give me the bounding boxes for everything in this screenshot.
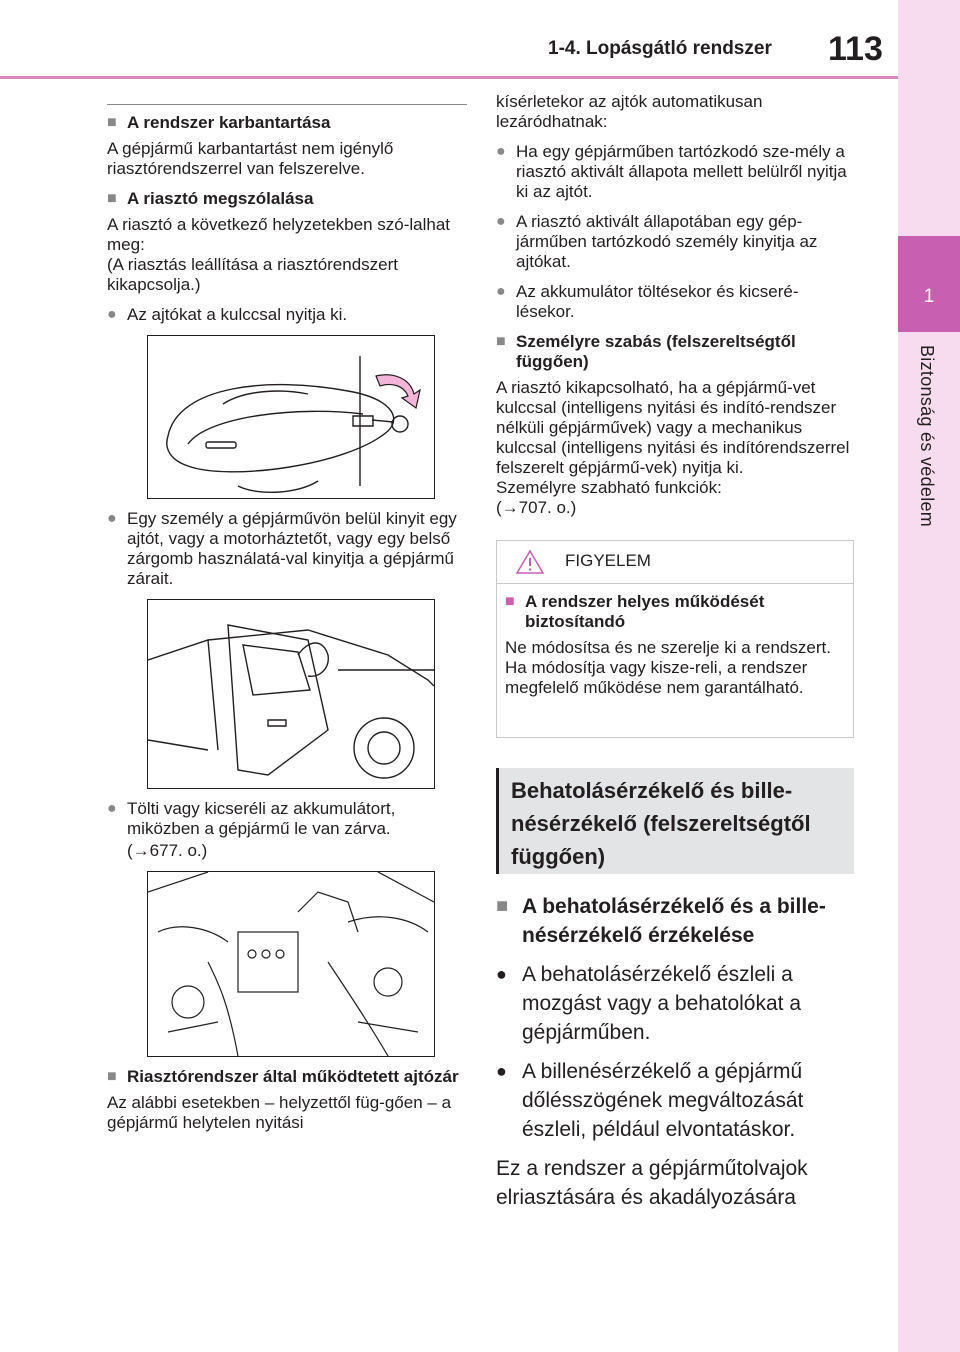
- paragraph: Ez a rendszer a gépjárműtolvajok elriasztására és akadályozására: [496, 1157, 808, 1209]
- page-reference: (→677. o.): [127, 841, 208, 860]
- header-rule: [0, 76, 898, 79]
- bullet-item: ● Tölti vagy kicseréli az akkumulátort, miközben a gépjármű le van zárva.: [107, 799, 396, 838]
- page-reference: (→707. o.): [496, 498, 577, 517]
- paragraph: (A riasztás leállítása a riasztórendszert kikapcsolja.): [107, 255, 399, 294]
- chapter-number: 1: [923, 286, 935, 307]
- chapter-title: Biztonság és védelem: [917, 345, 937, 528]
- bullet-item: ● Egy személy a gépjárművön belül kinyit egy ajtót, vagy a motorháztetőt, vagy egy belső zárgomb használatá-val kinyitja a gépjármű zárait.: [107, 509, 457, 588]
- round-bullet-icon: ●: [496, 143, 506, 160]
- illustration-battery: [147, 871, 435, 1057]
- round-bullet-icon: ●: [496, 213, 506, 230]
- heading-maintenance: ■ A rendszer karbantartása: [107, 113, 331, 132]
- bullet-item: ● A behatolásérzékelő észleli a mozgást vagy a behatolókat a gépjárműben.: [496, 960, 854, 1047]
- illustration-door-key: [147, 335, 435, 499]
- square-bullet-icon: ■: [496, 333, 506, 350]
- round-bullet-icon: ●: [496, 964, 507, 984]
- heading-customization: ■ Személyre szabás (felszereltségtől függően): [496, 332, 796, 371]
- chapter-sidebar: [898, 0, 960, 1352]
- section-title-box: Behatolásérzékelő és bille-nésérzékelő (felszereltségtől függően): [496, 768, 854, 874]
- caution-heading: ■ A rendszer helyes működését biztosítandó: [505, 592, 765, 631]
- round-bullet-icon: ●: [107, 306, 117, 323]
- square-bullet-icon: ■: [107, 190, 117, 207]
- round-bullet-icon: ●: [496, 283, 506, 300]
- bullet-item: ● Az ajtókat a kulccsal nyitja ki.: [107, 305, 348, 324]
- paragraph: Az alábbi esetekben – helyzettől füg-gően – a gépjármű helytelen nyitási: [107, 1093, 452, 1132]
- chapter-number-tab: [898, 236, 960, 332]
- caution-label: FIGYELEM: [565, 551, 651, 570]
- round-bullet-icon: ●: [496, 1061, 507, 1081]
- paragraph: Személyre szabható funkciók:: [496, 478, 722, 497]
- bullet-item: ● A billenésérzékelő a gépjármű dőlésszögének megváltozását észleli, például elvontatáskor.: [496, 1057, 854, 1144]
- left-column: [107, 104, 467, 1133]
- bullet-item: ● Az akkumulátor töltésekor és kicseré-lésekor.: [496, 282, 799, 321]
- caution-box: [496, 540, 854, 738]
- illustration-person-in-car: [147, 599, 435, 789]
- heading-alarm-triggers: ■ A riasztó megszólalása: [107, 189, 314, 208]
- round-bullet-icon: ●: [107, 510, 117, 527]
- paragraph: A riasztó a következő helyzetekben szó-lalhat meg:: [107, 215, 451, 254]
- paragraph: A riasztó kikapcsolható, ha a gépjármű-vet kulccsal (intelligens nyitási és indító-rendszer nélküli gépjárművek) vagy a mechanikus kulccsal (intelligens nyitási és indítórendszerrel felszerelt gépjármű-vek) nyitja ki.: [496, 378, 850, 477]
- running-header-section: 1-4. Lopásgátló rendszer: [548, 38, 772, 59]
- round-bullet-icon: ●: [107, 800, 117, 817]
- caution-header: [497, 541, 853, 584]
- open-door-drawing: [148, 600, 434, 788]
- section-rule: [107, 104, 467, 105]
- square-bullet-icon: ■: [107, 114, 117, 131]
- sensor-section: [496, 892, 854, 1212]
- caution-body: [497, 584, 853, 698]
- caution-text: Ne módosítsa és ne szerelje ki a rendszert. Ha módosítja vagy kisze-reli, a rendszer megfelelő működése nem garantálható.: [505, 638, 831, 697]
- door-handle-key-drawing: [148, 336, 434, 498]
- paragraph: kísérletekor az ajtók automatikusan lezáródhatnak:: [496, 92, 763, 131]
- engine-bay-battery-drawing: [148, 872, 434, 1056]
- heading-alarm-door-lock: ■ Riasztórendszer által működtetett ajtózár: [107, 1067, 459, 1086]
- square-bullet-icon: ■: [505, 593, 515, 610]
- right-column: [496, 92, 854, 1212]
- square-bullet-icon: ■: [496, 895, 509, 917]
- warning-triangle-icon: [515, 549, 545, 575]
- paragraph: A gépjármű karbantartást nem igénylő riasztórendszerrel van felszerelve.: [107, 139, 394, 178]
- square-bullet-icon: ■: [107, 1068, 117, 1085]
- bullet-item: ● A riasztó aktivált állapotában egy gép-járműben tartózkodó személy kinyitja az ajtókat.: [496, 212, 818, 271]
- bullet-item: ● Ha egy gépjárműben tartózkodó sze-mély a riasztó aktivált állapota mellett belülről nyitja ki az ajtót.: [496, 142, 847, 201]
- heading-sensor-detection: ■ A behatolásérzékelő és a bille-nésérzékelő érzékelése: [496, 892, 854, 950]
- page-number: 113: [828, 30, 883, 68]
